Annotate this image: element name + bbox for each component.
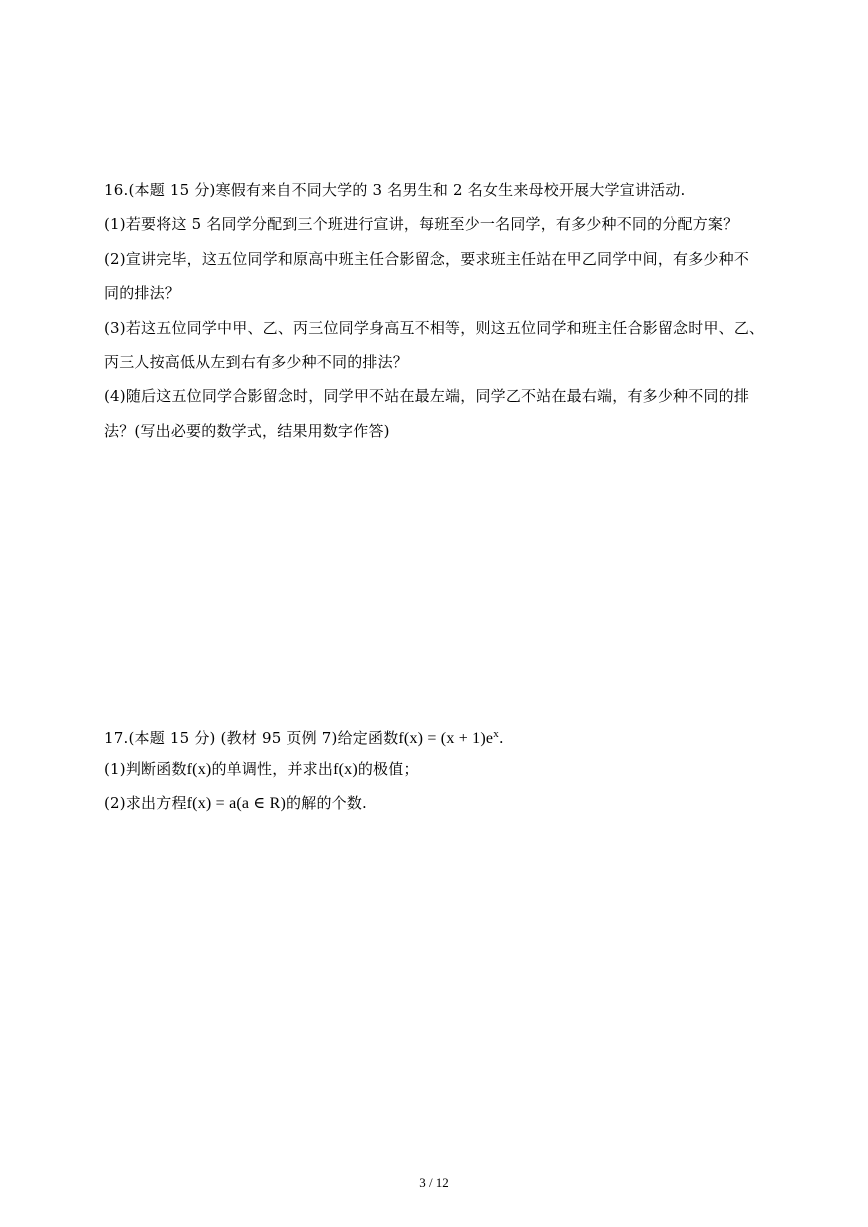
q17-function-formula: f(x) = (x + 1)e (398, 730, 494, 747)
q16-part2-line2: 同的排法？ (104, 284, 181, 302)
q17-part1-suffix: 的极值； (357, 760, 419, 778)
q17-title (104, 724, 504, 749)
q17-part2-suffix: 的解的个数. (286, 794, 368, 812)
q16-title: 16.(本题 15 分)寒假有来自不同大学的 3 名男生和 2 名女生来母校开展大学宣讲活动. (104, 181, 686, 199)
q17-part1-mid: 的单调性，并求出 (211, 760, 334, 778)
q16-part3-line1: (3)若这五位同学中甲、乙、丙三位同学身高互不相等，则这五位同学和班主任合影留念时甲、乙、 (104, 319, 765, 337)
q17-part2-prefix: (2)求出方程 (104, 794, 187, 812)
q16-part4-line2: 法？(写出必要的数学式，结果用数字作答) (104, 422, 390, 440)
q17-part2 (104, 793, 367, 814)
q16-part3-line2: 丙三人按高低从左到右有多少种不同的排法？ (104, 353, 409, 371)
q17-part2-math: f(x) = a(a ∈ R) (186, 795, 287, 812)
q17-title-suffix: . (498, 729, 504, 747)
q16-part4-line1: (4)随后这五位同学合影留念时，同学甲不站在最左端，同学乙不站在最右端，有多少种不同的排 (104, 387, 750, 405)
q17-function-exponent: x (493, 728, 499, 740)
q17-part1-prefix: (1)判断函数 (104, 760, 187, 778)
q17-part1-math2: f(x) (333, 761, 358, 778)
q17-part1 (104, 759, 419, 780)
q16-part1: (1)若要将这 5 名同学分配到三个班进行宣讲，每班至少一名同学，有多少种不同的分配方案？ (104, 215, 739, 233)
page-number: 3 / 12 (419, 1175, 449, 1190)
q17-title-prefix: 17.(本题 15 分) (教材 95 页例 7)给定函数 (104, 729, 399, 747)
q17-part1-math1: f(x) (186, 761, 212, 778)
q16-part2-line1: (2)宣讲完毕，这五位同学和原高中班主任合影留念，要求班主任站在甲乙同学中间，有多少种不 (104, 250, 750, 268)
